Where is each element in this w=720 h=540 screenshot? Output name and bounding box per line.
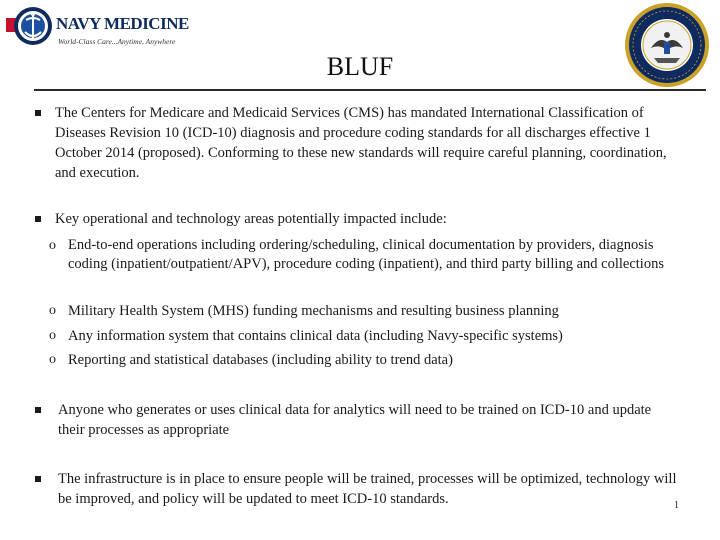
sub-bullet-text: Military Health System (MHS) funding mechanisms and resulting business planning (68, 303, 559, 319)
sub-bullet-text: End-to-end operations including ordering/scheduling, clinical documentation by providers, diagnosis coding (inpatient/outpatient/APV), procedure coding (inpatient), and third party billing and collections (68, 237, 664, 272)
logo-tagline: World-Class Care...Anytime, Anywhere (58, 37, 176, 46)
circle-bullet-icon: o (49, 352, 56, 367)
square-bullet-icon (35, 110, 41, 116)
bullet-text: Anyone who generates or uses clinical data for analytics will need to be trained on ICD-10 and update their processes as appropriate (58, 402, 652, 438)
sub-bullet-text: Any information system that contains clinical data (including Navy-specific systems) (68, 328, 563, 344)
page-number: 1 (674, 500, 679, 511)
bullet-text: The infrastructure is in place to ensure people will be trained, processes will be optimized, technology will be improved, and policy will be updated to meet ICD-10 standards. (58, 471, 677, 507)
page-title: BLUF (326, 52, 394, 81)
bullet-text: Key operational and technology areas potentially impacted include: (55, 211, 447, 227)
square-bullet-icon (35, 216, 41, 222)
circle-bullet-icon: o (49, 303, 56, 318)
circle-bullet-icon: o (49, 238, 56, 253)
square-bullet-icon (35, 407, 41, 413)
circle-bullet-icon: o (49, 328, 56, 343)
square-bullet-icon (35, 476, 41, 482)
bullet-text: The Centers for Medicare and Medicaid Services (CMS) has mandated International Classification of Diseases Revision 10 (ICD-10) diagnosis and procedure coding standards for all discharges effective 1 October 2014 (proposed). Conforming to these new standards will require careful planning, coordination, and execution. (55, 105, 667, 181)
sub-bullet-text: Reporting and statistical databases (including ability to trend data) (68, 352, 453, 368)
logo-title: NAVY MEDICINE (56, 14, 189, 33)
